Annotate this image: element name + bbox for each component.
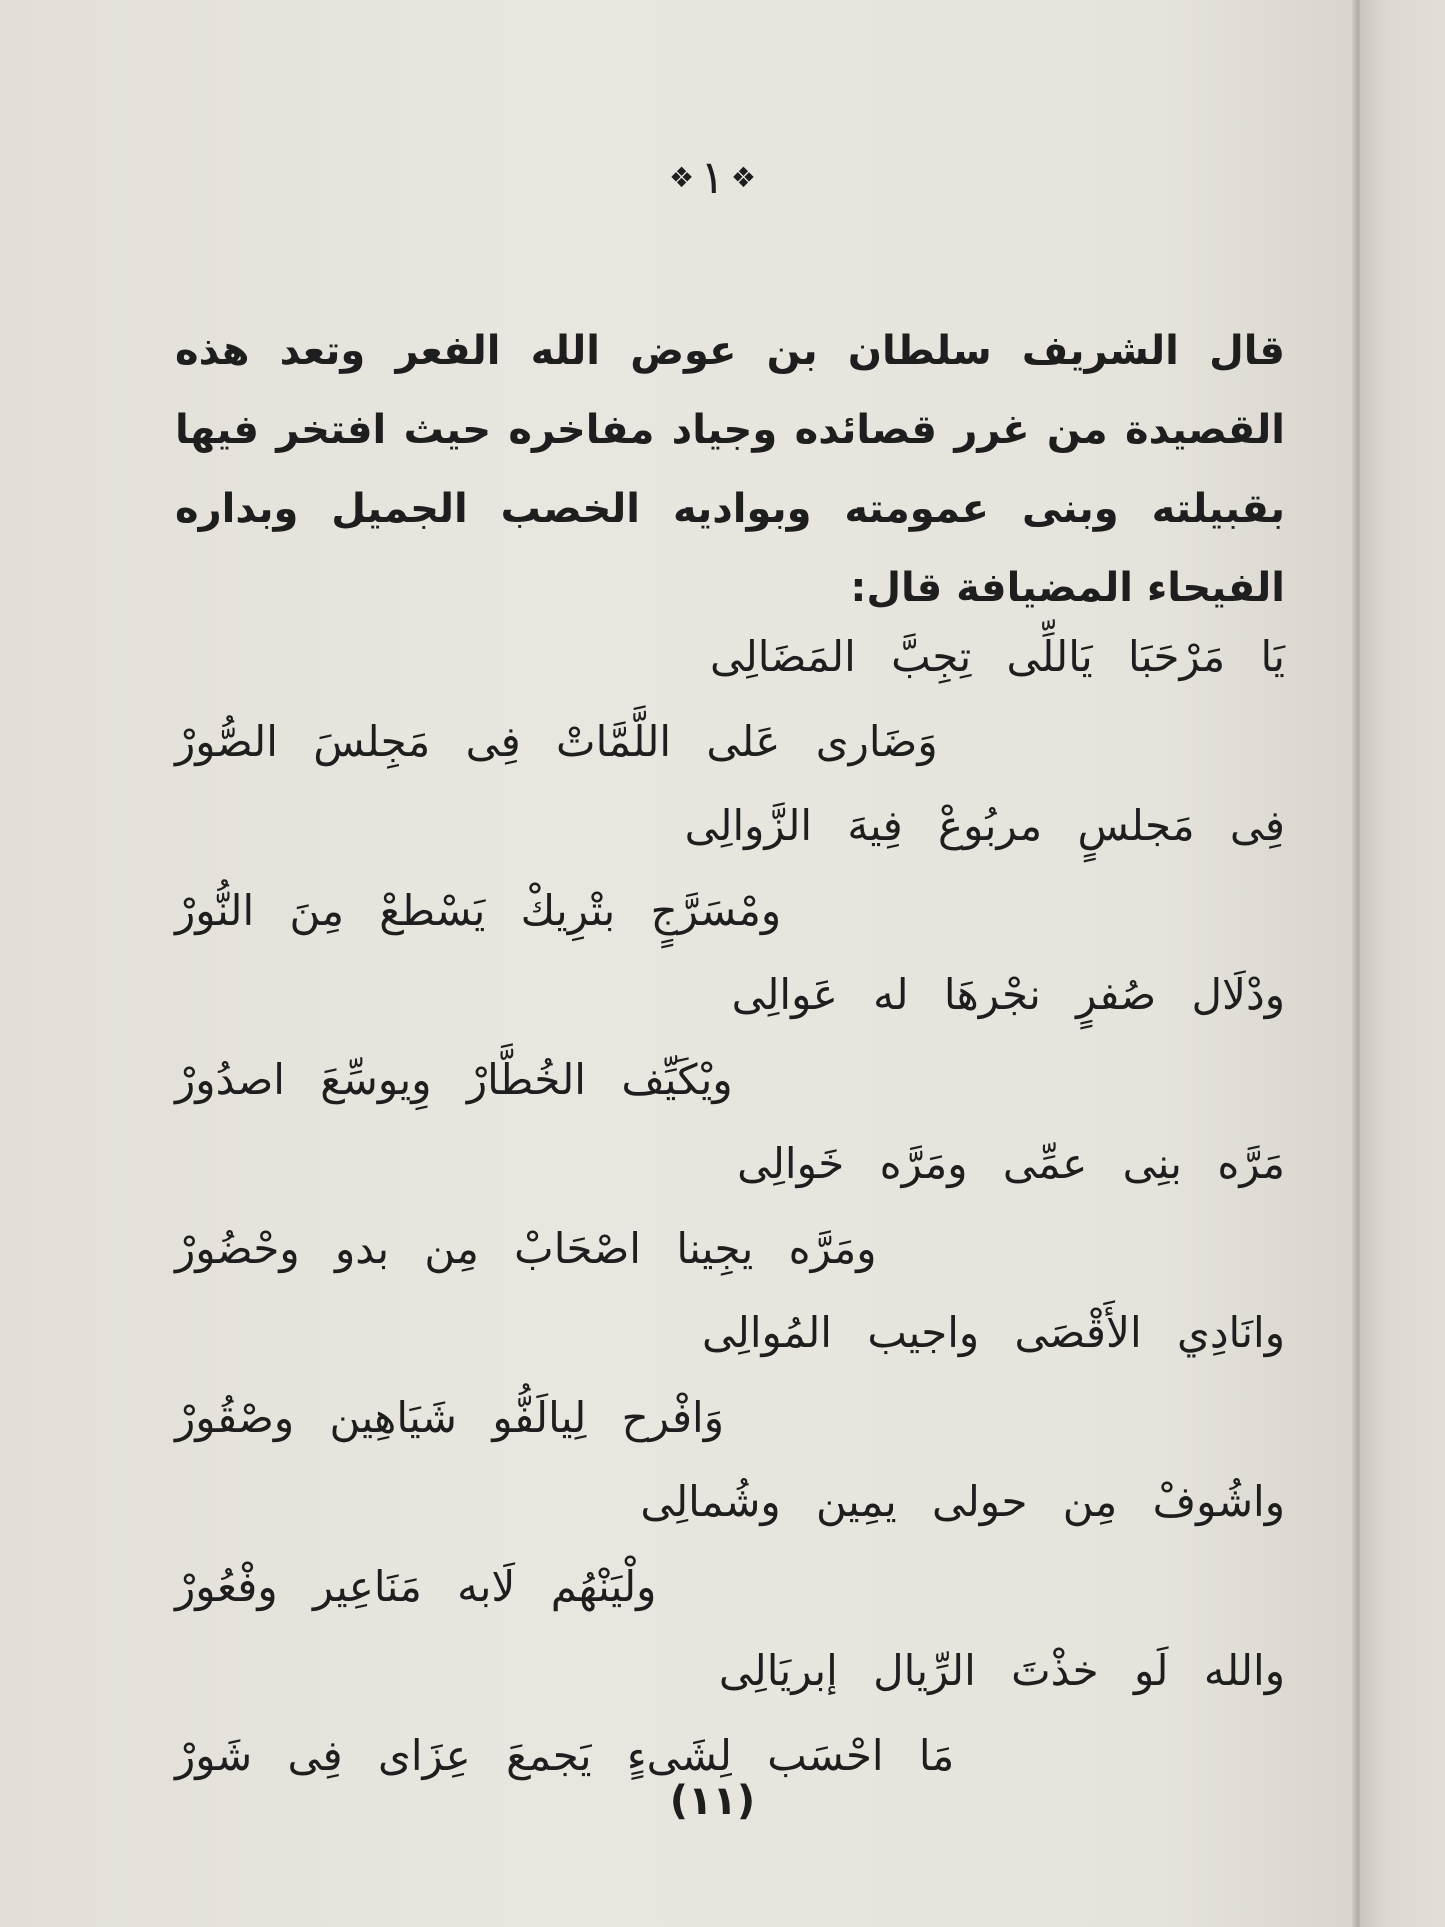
flourish-icon: ❖ bbox=[730, 160, 756, 194]
verse-first-half: ودْلَال صُفرٍ نجْرهَا له عَوالِى bbox=[731, 970, 1285, 1019]
verse-first-half: واشُوفْ مِن حولى يمِين وشُمالِى bbox=[640, 1477, 1285, 1526]
poem-number: ١ bbox=[700, 150, 725, 204]
next-page-edge bbox=[1360, 0, 1445, 1927]
verse-first-half: والله لَو خذْتَ الرِّيال إبريَالِى bbox=[718, 1646, 1285, 1695]
page-number-text: (١١) bbox=[669, 1778, 756, 1824]
verse-second-half: وَافْرح لِيالَفُّو شَيَاهِين وصْقُورْ bbox=[175, 1392, 724, 1442]
verse-second-half: ويْكَيِّف الخُطَّارْ وِيوسِّعَ اصدُورْ bbox=[175, 1054, 733, 1104]
verse-second-half: وَضَارى عَلى اللَّمَّاتْ فِى مَجِلسَ الصُّورْ bbox=[175, 716, 938, 766]
verse-second-half: ومَرَّه يجِينا اصْحَابْ مِن بدو وحْضُورْ bbox=[175, 1223, 877, 1273]
verse-second-half: ومْسَرَّجٍ بتْرِيكْ يَسْطعْ مِنَ النُّورْ bbox=[175, 885, 782, 935]
poem-number-ornament bbox=[0, 150, 1445, 204]
verse-second-half: ولْيَنْهُم لَابه مَنَاعِير وفْعُورْ bbox=[175, 1561, 657, 1611]
page-number bbox=[0, 1778, 1445, 1824]
poem-verses bbox=[175, 615, 1285, 1798]
flourish-icon: ❖ bbox=[669, 160, 695, 194]
verse-first-half: مَرَّه بنِى عمِّى ومَرَّه خَوالِى bbox=[737, 1139, 1285, 1188]
verse-first-half: وانَادِي الأَقْصَى واجيب المُوالِى bbox=[702, 1308, 1285, 1357]
verse-first-half: فِى مَجلسٍ مربُوعْ فِيهَ الزَّوالِى bbox=[684, 801, 1285, 850]
intro-paragraph: قال الشريف سلطان بن عوض الله الفعر وتعد هذه القصيدة من غرر قصائده وجياد مفاخره حيث افتخر فيها بقبيلته وبنى عمومته وبواديه الخصب الجميل وبداره الفيحاء المضيافة قال: bbox=[175, 328, 1285, 611]
verse-first-half: يَا مَرْحَبَا يَاللِّى تِجِبَّ المَضَالِى bbox=[710, 632, 1285, 681]
verse-second-half: مَا احْسَب لِشَىءٍ يَجمعَ عِزَاى فِى شَورْ bbox=[175, 1730, 955, 1780]
